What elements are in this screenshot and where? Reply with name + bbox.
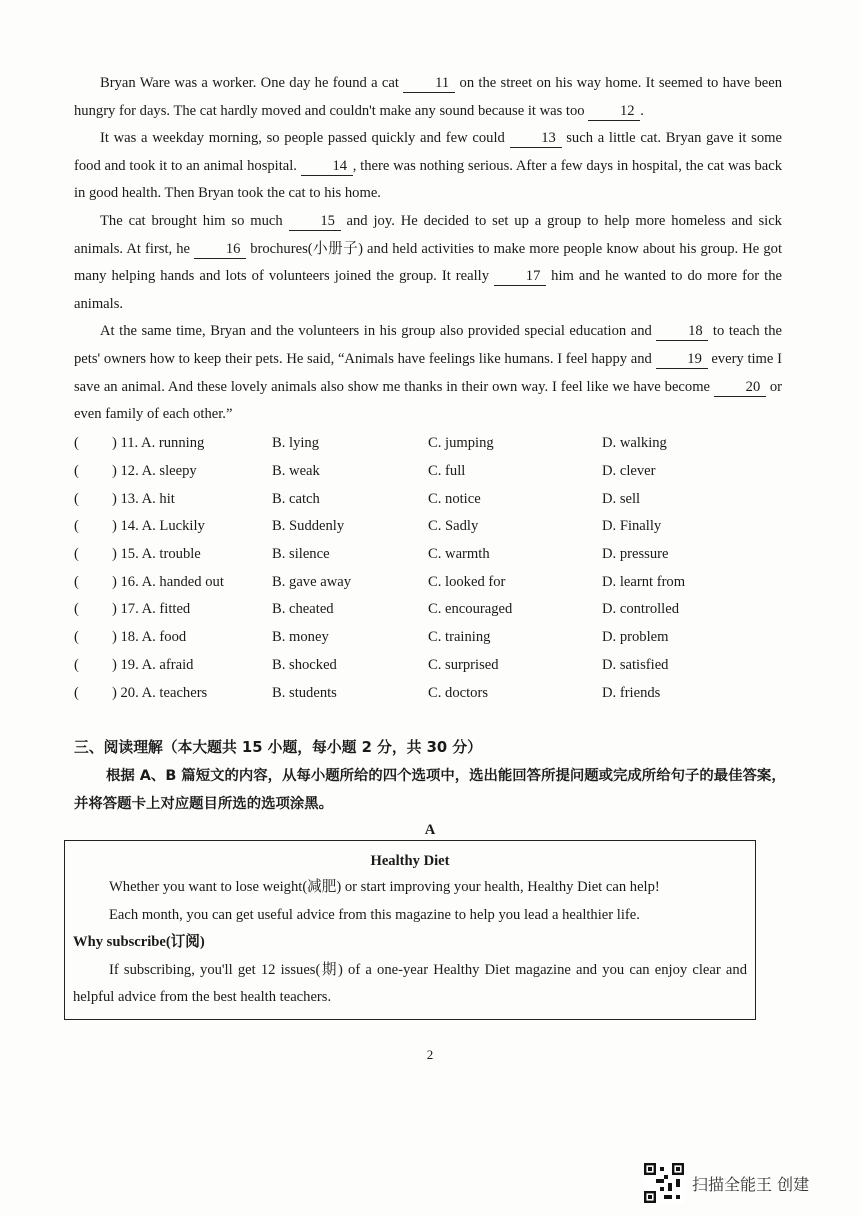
text: such a little cat. Bryan gave it some food and took it to an animal hospital. xyxy=(74,130,782,174)
box-subheading: Why subscribe(订阅) xyxy=(73,934,205,950)
answer-paren[interactable]: ( xyxy=(74,546,79,563)
question-row xyxy=(74,624,784,652)
option-a: ) 12. A. sleepy xyxy=(112,463,197,480)
passage-letter: A xyxy=(424,822,436,838)
option-b: B. shocked xyxy=(272,656,337,673)
question-row xyxy=(74,458,784,486)
paragraph-1 xyxy=(74,70,782,125)
option-b: B. money xyxy=(272,629,329,646)
answer-paren[interactable]: ( xyxy=(74,490,79,507)
box-title: Healthy Diet xyxy=(370,853,450,869)
answer-paren[interactable]: ( xyxy=(74,629,79,646)
text: brochures(小册子) and held activities to make more people know about his group. He got many helping hands and lots of volunteers joined the group. It really xyxy=(74,240,783,285)
reading-box xyxy=(64,840,756,1020)
answer-paren[interactable]: ( xyxy=(74,656,79,673)
option-d: D. friends xyxy=(602,684,661,701)
question-row xyxy=(74,568,784,596)
scanner-watermark xyxy=(644,1163,809,1203)
paragraph-3 xyxy=(74,208,782,318)
option-c: C. warmth xyxy=(428,546,490,563)
text: him and he wanted to do more for the animals. xyxy=(74,268,783,312)
option-c: C. notice xyxy=(428,490,481,507)
section-instructions: 根据 A、B 篇短文的内容，从每小题所给的四个选项中，选出能回答所提问题或完成所给句子的最佳答案，并将答题卡上对应题目所选的选项涂黑。 xyxy=(74,768,786,812)
option-d: D. clever xyxy=(602,463,656,480)
page-number: 2 xyxy=(426,1047,434,1062)
option-a: ) 14. A. Luckily xyxy=(112,518,205,535)
blank-12: 12 xyxy=(588,102,640,121)
option-a: ) 13. A. hit xyxy=(112,490,175,507)
blank-20: 20 xyxy=(714,378,766,397)
option-d: D. learnt from xyxy=(602,573,686,590)
blank-14: 14 xyxy=(301,157,353,176)
option-d: D. sell xyxy=(602,490,641,507)
blank-16: 16 xyxy=(194,240,246,259)
option-d: D. pressure xyxy=(602,546,669,563)
option-c: C. encouraged xyxy=(428,601,513,618)
text: to teach the pets' owners how to keep their pets. He said, “Animals have feelings like humans. I feel happy and xyxy=(74,323,782,367)
option-b: B. weak xyxy=(272,463,320,480)
answer-paren[interactable]: ( xyxy=(74,435,79,452)
paragraph-4 xyxy=(74,318,782,428)
answer-paren[interactable]: ( xyxy=(74,573,79,590)
answer-paren[interactable]: ( xyxy=(74,518,79,535)
text: on the street on his way home. It seemed to have been hungry for days. The cat hardly moved and couldn't make any sound because it was too xyxy=(74,75,782,119)
text: It was a weekday morning, so people passed quickly and few could xyxy=(100,130,505,147)
option-c: C. training xyxy=(428,629,491,646)
question-row xyxy=(74,430,784,458)
option-d: D. problem xyxy=(602,629,669,646)
box-body xyxy=(65,874,755,1012)
option-b: B. gave away xyxy=(272,573,352,590)
question-row xyxy=(74,679,784,707)
question-row xyxy=(74,485,784,513)
answer-paren[interactable]: ( xyxy=(74,463,79,480)
option-b: B. silence xyxy=(272,546,330,563)
answer-paren[interactable]: ( xyxy=(74,601,79,618)
blank-13: 13 xyxy=(510,129,562,148)
option-c: C. jumping xyxy=(428,435,494,452)
option-a: ) 18. A. food xyxy=(112,629,187,646)
option-d: D. controlled xyxy=(602,601,680,618)
blank-11: 11 xyxy=(403,74,455,93)
blank-17: 17 xyxy=(494,267,546,286)
watermark-text: 扫描全能王 创建 xyxy=(692,1174,810,1194)
blank-15: 15 xyxy=(289,212,341,231)
text: Bryan Ware was a worker. One day he found a cat xyxy=(100,75,399,91)
paragraph-2 xyxy=(74,125,782,208)
text: every time I save an animal. And these lovely animals also show me thanks in their own way. I feel like we have become xyxy=(74,350,782,395)
blank-18: 18 xyxy=(656,322,708,341)
box-line: If subscribing, you'll get 12 issues(期) of a one-year Healthy Diet magazine and you can enjoy clear and helpful advice from the best health teachers. xyxy=(73,961,747,1005)
option-c: C. doctors xyxy=(428,684,488,701)
option-d: D. satisfied xyxy=(602,656,669,673)
question-row xyxy=(74,652,784,680)
option-c: C. Sadly xyxy=(428,518,479,535)
option-d: D. walking xyxy=(602,435,667,452)
option-b: B. students xyxy=(272,684,337,701)
option-b: B. lying xyxy=(272,435,320,452)
cloze-passage xyxy=(74,70,782,429)
blank-19: 19 xyxy=(656,350,708,369)
option-c: C. full xyxy=(428,463,466,480)
text: , there was nothing serious. After a few days in hospital, the cat was back in good health. Then Bryan took the cat to his home. xyxy=(74,157,782,202)
text: or even family of each other.” xyxy=(74,378,782,423)
box-line: Whether you want to lose weight(减肥) or start improving your health, Healthy Diet can help! xyxy=(109,879,660,895)
section-heading: 三、阅读理解（本大题共 15 小题，每小题 2 分，共 30 分） xyxy=(74,739,482,756)
question-row xyxy=(74,596,784,624)
option-b: B. cheated xyxy=(272,601,334,618)
option-a: ) 15. A. trouble xyxy=(112,546,201,563)
option-c: C. surprised xyxy=(428,656,499,673)
option-a: ) 19. A. afraid xyxy=(112,656,194,673)
answer-options xyxy=(74,430,784,707)
box-line: Each month, you can get useful advice from this magazine to help you lead a healthier life. xyxy=(109,906,640,923)
text: At the same time, Bryan and the volunteers in his group also provided special education and xyxy=(100,323,652,340)
text: The cat brought him so much xyxy=(100,212,283,229)
option-b: B. catch xyxy=(272,490,320,507)
answer-paren[interactable]: ( xyxy=(74,684,79,701)
option-a: ) 16. A. handed out xyxy=(112,573,224,590)
option-a: ) 11. A. running xyxy=(112,435,205,452)
option-b: B. Suddenly xyxy=(272,518,345,535)
qr-code-icon xyxy=(644,1163,684,1203)
text: . xyxy=(640,102,644,119)
option-a: ) 17. A. fitted xyxy=(112,601,191,618)
option-d: D. Finally xyxy=(602,518,662,535)
option-c: C. looked for xyxy=(428,573,506,590)
text: and joy. He decided to set up a group to help more homeless and sick animals. At first, he xyxy=(74,212,782,257)
question-row xyxy=(74,513,784,541)
question-row xyxy=(74,541,784,569)
option-a: ) 20. A. teachers xyxy=(112,684,208,701)
